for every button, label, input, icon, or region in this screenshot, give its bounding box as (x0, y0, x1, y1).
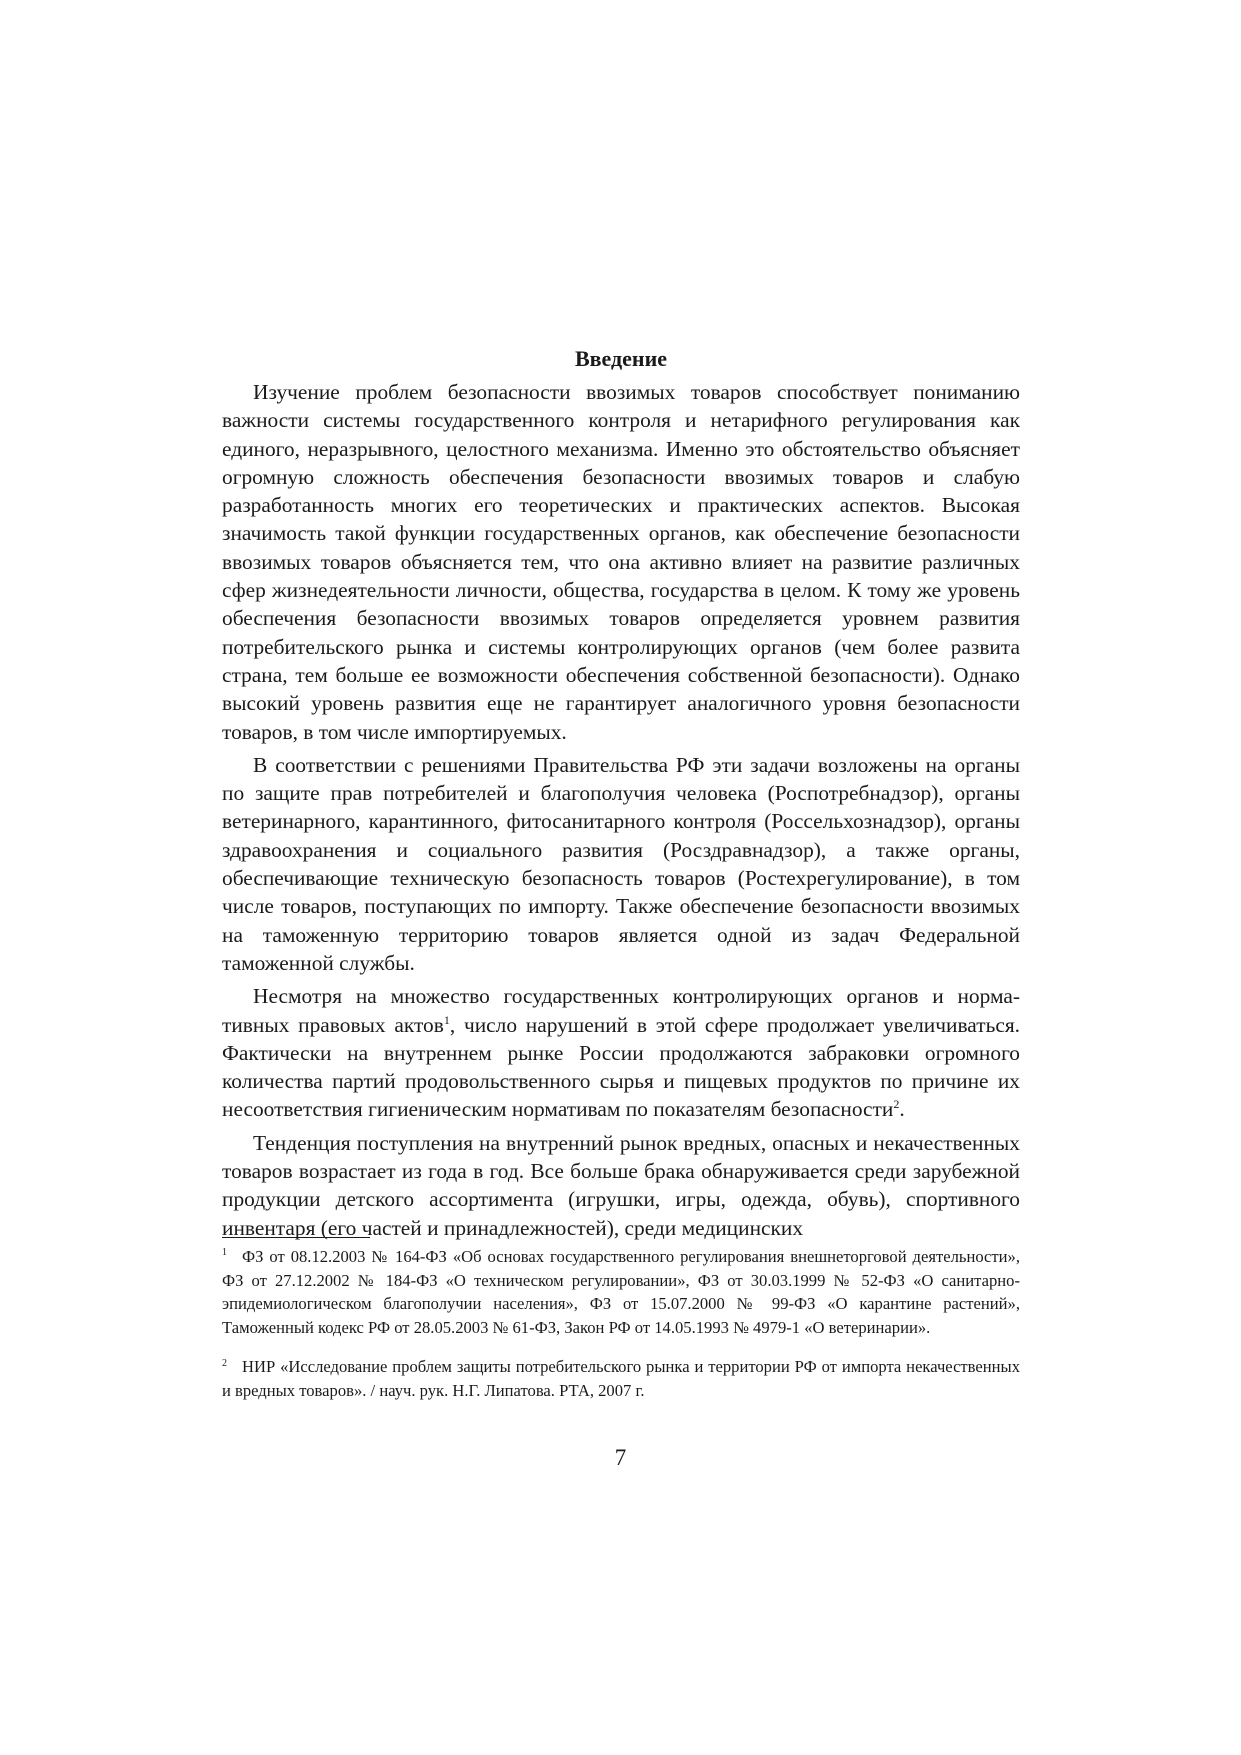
paragraph-2: В соответствии с решениями Правительства РФ эти задачи возложены на органы по защите прав потребителей и благополучия человека (Роспотребнадзор), органы ветеринарного, карантинного, фитосанитарного контроля (Россельхознадзор), органы здравоохранения и социального развития (Росздравнадзор), а также органы, обеспечивающие техническую безопасность товаров (Ростехрегулирование), в том числе товаров, поступающих по импорту. Также обеспечение безопасности ввозимых на таможенную территорию товаров является одной из задач Федеральной таможенной службы. (222, 752, 1020, 975)
section-heading: Введение (574, 346, 668, 371)
paragraph-4: Тенденция поступления на внутренний рынок вредных, опасных и некачественных товаров возрастает из года в год. Все больше брака обнаруживается среди зарубежной продукции детского ассортимента (игрушки, игры, одежда, обувь), спортивного инвентаря (его частей и принадлежностей), среди медицинских (222, 1130, 1020, 1240)
footnote-ref-1: 1 (443, 1012, 450, 1027)
footnote-2: 2 НИР «Исследование проблем защиты потребительского рынка и территории РФ от импорта некачественных и вредных товаров». / науч. рук. Н.Г. Липатова. РТА, 2007 г. (222, 1357, 1020, 1400)
footnotes (222, 1245, 1020, 1419)
footnote-1: 1 ФЗ от 08.12.2003 № 164-ФЗ «Об основах государственного регулирования внешнеторговой деятельности», ФЗ от 27.12.2002 № 184-ФЗ «О техническом регулировании», ФЗ от 30.03.1999 № 52-ФЗ «О санитарно-эпидемиологическом благополучии населения», ФЗ от 15.07.2000 № 99-ФЗ «О карантине растений», Таможенный кодекс РФ от 28.05.2003 № 61-ФЗ, Закон РФ от 14.05.1993 № 4979-1 «О ветеринарии». (222, 1247, 1020, 1337)
paragraph-3-text-after: . (899, 1097, 905, 1122)
footnote-ref-2: 2 (893, 1097, 900, 1112)
paragraph-3-text-middle: , число нарушений в этой сфере продолжает увеличиваться. Фактически на внутреннем рынке России продолжаются забраковки огромного количества партий продовольственного сырья и пищевых продуктов по причине их несоответствия гигиеническим нормативам по показателям безопасности (222, 1012, 1021, 1122)
paragraph-1: Изучение проблем безопасности ввозимых товаров способствует пониманию важности системы государственного контроля и нетарифного регулирования как единого, неразрывного, целостного механизма. Именно это обстоятельство объясняет огромную сложность обеспечения безопасности ввозимых товаров и слабую разработанность многих его теоретических и практических аспектов. Высокая значимость такой функции государственных органов, как обеспечение безопасности ввозимых товаров объясняется тем, что она активно влияет на развитие различных сфер жизнедеятельности личности, общества, государства в целом. К тому же уровень обеспечения безопасности ввозимых товаров определяется уровнем развития потребительского рынка и системы контролирующих органов (чем более развита страна, тем больше ее возможности обеспечения собственной безопасности). Однако высокий уровень развития еще не гарантирует аналогичного уровня безопасности товаров, в том числе импортируемых. (222, 380, 1020, 744)
footnote-1-text: ФЗ от 08.12.2003 № 164-ФЗ «Об основах государственного регулирования внешнеторговой деятельности», ФЗ от 27.12.2002 № 184-ФЗ «О техническом регулировании», ФЗ от 30.03.1999 № 52-ФЗ «О санитарно-эпидемиологическом благополучии населения», ФЗ от 15.07.2000 № 99-ФЗ «О карантине растений», Таможенный кодекс РФ от 28.05.2003 № 61-ФЗ, Закон РФ от 14.05.1993 № 4979-1 «О ветеринарии». (222, 1247, 1020, 1337)
main-text (222, 342, 1020, 1247)
footnote-2-text: НИР «Исследование проблем защиты потребительского рынка и территории РФ от импорта некачественных и вредных товаров». / науч. рук. Н.Г. Липатова. РТА, 2007 г. (222, 1357, 1020, 1400)
page-number: 7 (614, 1445, 627, 1470)
paragraph-3-text-before: Несмотря на множество государственных контролирующих органов и нормативных правовых актов (222, 984, 1020, 1037)
paragraph-3 (222, 982, 1020, 1123)
footnote-divider (222, 1237, 370, 1238)
